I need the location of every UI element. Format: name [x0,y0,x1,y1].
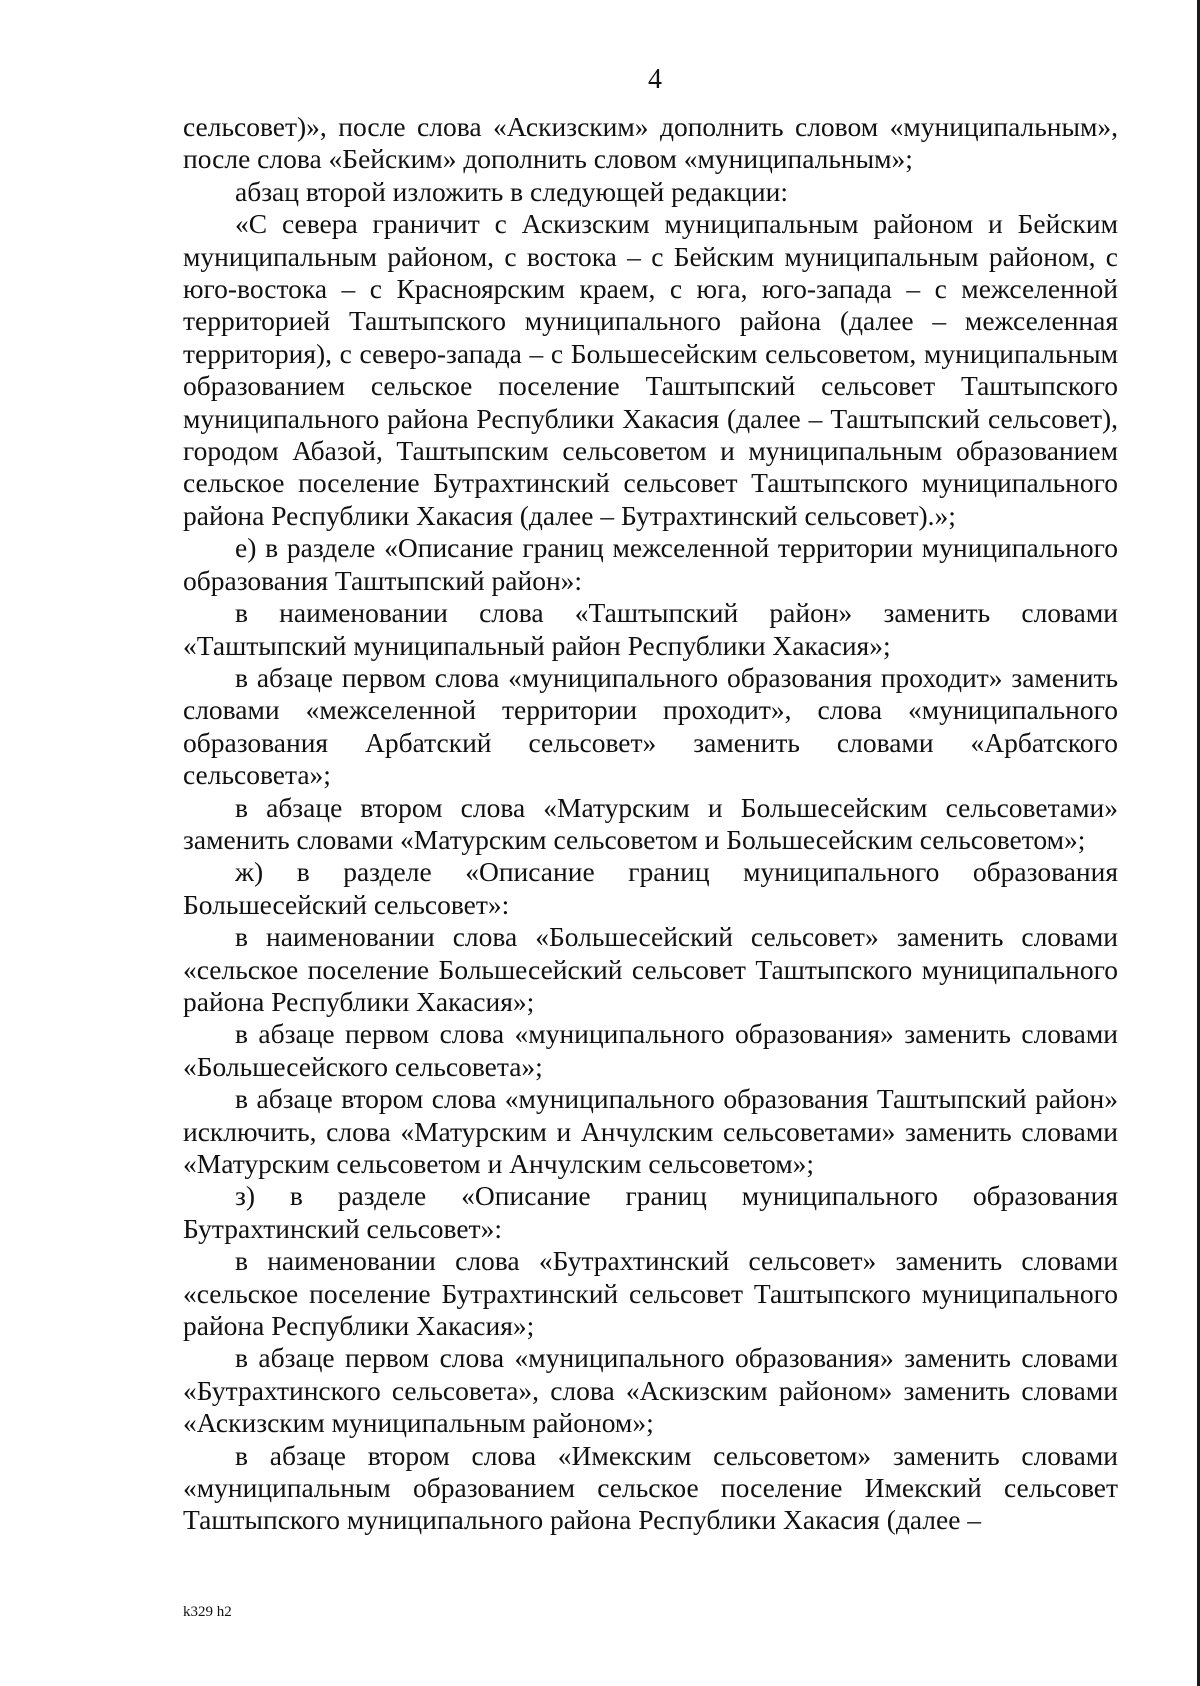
document-code: k329 h2 [183,1604,232,1620]
paragraph: в наименовании слова «Бутрахтинский сельсовет» заменить словами «сельское поселение Бутрахтинский сельсовет Таштыпского муниципального района Республики Хакасия»; [183,1245,1118,1342]
paragraph: абзац второй изложить в следующей редакции: [235,175,789,207]
paragraph: в абзаце первом слова «муниципального образования» заменить словами «Бутрахтинского сельсовета», слова «Аскизским районом» заменить словами «Аскизским муниципальным районом»; [183,1342,1118,1439]
paragraph: в абзаце втором слова «муниципального образования Таштыпский район» исключить, слова «Матурским и Анчулским сельсоветами» заменить словами «Матурским сельсоветом и Анчулским сельсоветом»; [183,1083,1118,1179]
paragraph-continuation: сельсовет)», после слова «Аскизским» дополнить словом «муниципальным», после слова «Бейским» дополнить словом «муниципальным»; [183,111,1118,175]
paragraph: в абзаце втором слова «Матурским и Большесейским сельсоветами» заменить словами «Матурским сельсоветом и Большесейским сельсоветом»; [183,791,1118,855]
document-body [183,111,1118,1537]
paragraph: в наименовании слова «Таштыпский район» заменить словами «Таштыпский муниципальный район Республики Хакасия»; [183,597,1118,661]
page-number: 4 [648,64,662,95]
paragraph: в абзаце втором слова «Имекским сельсоветом» заменить словами «муниципальным образованием сельское поселение Имекский сельсовет Таштыпского муниципального района Республики Хакасия (далее – [183,1439,1118,1536]
paragraph-item-e: е) в разделе «Описание границ межселенной территории муниципального образования Таштыпский район»: [183,532,1118,596]
paragraph-item-z: з) в разделе «Описание границ муниципального образования Бутрахтинский сельсовет»: [183,1180,1118,1244]
paragraph-quote: «С севера граничит с Аскизским муниципальным районом и Бейским муниципальным районом, с востока – с Бейским муниципальным районом, с юго-востока – с Красноярским краем, с юга, юго-запада – с межселенной территорией Таштыпского муниципального района (далее – межселенная территория), с северо-запада – с Большесейским сельсоветом, муниципальным образованием сельское поселение Таштыпский сельсовет Таштыпского муниципального района Республики Хакасия (далее – Таштыпский сельсовет), городом Абазой, Таштыпским сельсоветом и муниципальным образованием сельское поселение Бутрахтинский сельсовет Таштыпского муниципального района Республики Хакасия (далее – Бутрахтинский сельсовет).»; [183,208,1118,531]
paragraph: в абзаце первом слова «муниципального образования проходит» заменить словами «межселенной территории проходит», слова «муниципального образования Арбатский сельсовет» заменить словами «Арбатского сельсовета»; [183,661,1118,791]
paragraph-item-zh: ж) в разделе «Описание границ муниципального образования Большесейский сельсовет»: [183,856,1118,920]
paragraph: в наименовании слова «Большесейский сельсовет» заменить словами «сельское поселение Большесейский сельсовет Таштыпского муниципального района Республики Хакасия»; [183,921,1118,1017]
paragraph: в абзаце первом слова «муниципального образования» заменить словами «Большесейского сельсовета»; [183,1018,1118,1082]
